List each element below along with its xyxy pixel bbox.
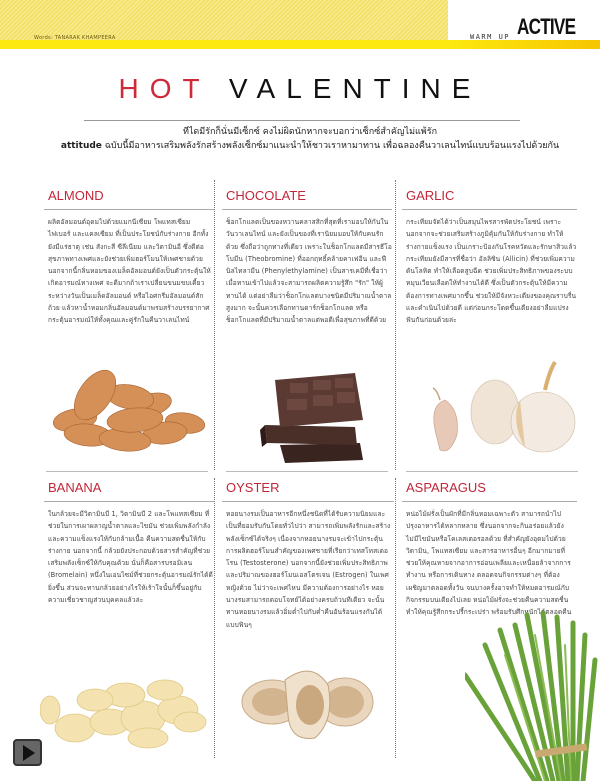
card-asparagus	[402, 479, 577, 619]
card-heading: OYSTER	[226, 480, 280, 495]
card-banana	[44, 479, 214, 606]
intro-line-2-text: ฉบับนี้มีอาหารเสริมพลังรักสร้างพลังเซ็กซ์มาแนะนำให้ชาวเราหามาทาน เพื่อฉลองคืนวาเลนไทน์แบบร้อนแรงไปด้วยกัน	[101, 141, 560, 151]
title-hot: HOT	[118, 73, 211, 104]
column-divider	[395, 180, 396, 470]
card-heading: ALMOND	[48, 188, 104, 203]
intro-line-1: ทีไดมีรักก็นั่นมีเซ็กซ์ คงไม่ผิดนักหากจะบอกว่าเซ็กซ์สำคัญไม่แพ้รัก	[182, 127, 438, 137]
heading-rule	[402, 501, 577, 502]
almonds-photo	[50, 365, 210, 460]
heading-rule	[402, 209, 577, 210]
card-body: หน่อไม้ฝรั่งเป็นผักที่มีกลิ่นหอมเฉพาะตัว สามารถนำไปปรุงอาหารได้หลากหลาย ซึ่งนอกจากจะกินอร่อยแล้วยังไม่มีไขมันหรือโคเลสเตอรอลด้วย ที่สำคัญยังอุดมไปด้วยวิตามิน, โพแทสเซียม และสารอาหารอื่นๆ อีกมากมายที่ช่วยให้คุณหายจากอาการอ่อนเพลียและเหนื่อยล้าจากการทำงาน หรือการเดินทาง ตลอดจนกิจกรรมต่างๆ ที่ต้องเผชิญมาตลอดทั้งวัน จนบางครั้งอาจทำให้หมดอารมณ์กับกิจกรรมบนเตียงไปเลย หน่อไม้ฝรั่งจะช่วยคืนความสดชื่น ทำให้คุณรู้สึกกระปรี้กระเปร่า พร้อมรับศึกหนักได้ตลอดคืน	[406, 510, 572, 617]
heading-rule	[44, 209, 214, 210]
card-heading: BANANA	[48, 480, 102, 495]
card-almond	[44, 187, 214, 327]
brand-name: attitude	[60, 141, 102, 151]
play-button[interactable]	[13, 739, 42, 766]
oysters-photo	[240, 660, 375, 745]
page-title	[0, 73, 600, 105]
column-divider	[214, 478, 215, 758]
chocolate-photo	[245, 365, 370, 465]
header-bar	[0, 0, 600, 50]
intro-text	[60, 125, 560, 153]
card-body: ในกล้วยจะมีวิตามินบี 1, วิตามินบี 2 และโพแทสเซียม ที่ช่วยในการเผาผลาญน้ำตาลและไขมัน ช่วยเพิ่มพลังกำลังและความแข็งแรงให้กับกล้ามเนื้อ คืนความสดชื่นให้กับร่างกาย นอกจากนี้ กล้วยยังประกอบด้วยสารสำคัญที่ช่วยเสริมพลังเซ็กซ์ให้กับคุณด้วย นั่นก็คือสารบรอมิเลน (Bromelain) หนึ่งในเอนไซม์ที่ช่วยกระตุ้นอารมณ์รักได้ดียิ่งขึ้น ส่วนจะทานกล้วยอย่างไรให้เร้าใจนั้นก็ขึ้นอยู่กับความเชี่ยวชาญส่วนบุคคลแล้วล่ะ	[48, 510, 213, 605]
header-yellow-band-right	[448, 40, 600, 49]
card-heading: CHOCOLATE	[226, 188, 306, 203]
column-divider	[395, 478, 396, 758]
play-icon	[23, 745, 35, 761]
card-body: ช็อกโกแลตเป็นของหวานคลาสสิกที่สุดที่เรามอบให้กันในวันวาเลนไทน์ และยังเป็นของที่เรานิยมมอบให้กับคนรักด้วย ซึ่งถือว่าถูกทางที่เดียว เพราะในช็อกโกแลตมีสารธีโอโบมีน (Theobromine) ที่ออกฤทธิ์คล้ายคาเฟอีน และฟีนิลไทลามีน (Phenylethylamine) เป็นสารเคมีที่เชื่อว่าเมื่อทานเข้าไปแล้วจะสามารถผลิตความรู้สึก "รัก" ให้ผู้ทานได้ แต่อย่าลืมว่าช็อกโกแลตบางชนิดมีปริมาณน้ำตาลสูงมาก จะนั้นควรเลือกทานดาร์กช็อกโกแลต หรือช็อกโกแลตที่มีปริมาณน้ำตาลแต่พอดีเพื่อสุขภาพที่ดีด้วย	[226, 218, 392, 325]
byline: Words: TANARAK KHAMPEERA	[34, 35, 116, 41]
asparagus-photo	[465, 605, 600, 781]
card-body: กระเทียมจัดได้ว่าเป็นสมุนไพรสารพัดประโยชน์ เพราะนอกจากจะช่วยเสริมสร้างภูมิคุ้มกันให้กับร่างกาย ทำให้ร่างกายแข็งแรง เป็นเกราะป้องกันโรคหวัดและรักษาสิวแล้ว กระเทียมยังมีสารที่ชื่อว่า อัลลิซิน (Allicin) ที่ช่วยเพิ่มความดันโลหิต ทำให้เลือดสูบฉีด ช่วยเพิ่มประสิทธิภาพของระบบหมุนเวียนเลือดให้ทำงานได้ดี ซึ่งเป็นตัวกระตุ้นให้มีความต้องการทางเพศมากขึ้น ช่วยให้มีจังหวะเตียงของคุณราบรื่น และดำเนินไปด้วยดี แต่ก่อนกระโดดขึ้นเตียงอย่าลืมแปรงฟันกันก่อนด้วยล่ะ	[406, 218, 577, 325]
header-stripe-pattern	[0, 0, 448, 40]
card-oyster	[222, 479, 394, 631]
intro-line-2	[60, 139, 560, 153]
banana-slices-photo	[40, 650, 210, 750]
heading-rule	[44, 501, 214, 502]
title-divider	[84, 120, 520, 121]
title-valentine: VALENTINE	[228, 73, 482, 104]
section-label: WARM UP	[470, 33, 511, 41]
heading-rule	[222, 209, 392, 210]
card-body: ผลิตอัลมอนด์อุดมไปด้วยแมกนีเซียม โพแทสเซียม ไฟเบอร์ และแคลเซียม ที่เป็นประโยชน์กับร่างกาย อีกทั้งยังมีแร่ธาตุ เช่น สังกะสี ซีลีเนียม และวิตามินอี ซึ่งดีต่อสุขภาพทางเพศและยังช่วยเพิ่มฮอร์โมนให้เพศชายด้วย นอกจากนี้กลิ่นหอมของเมล็ดอัลมอนด์ยังเป็นตัวกระตุ้นให้เกิดอารมณ์ทางเพศ จะดีมากถ้าเราเปลี่ยนขนมขบเคี้ยวระหว่างวันเป็นเมล็ดอัลมอนด์ หรือไอศกรีมอัลมอนด์สักถ้วย แล้วหาน้ำหอมกลิ่นอัลมอนด์มาพรมสร้างบรรยากาศกระตุ้นอารมณ์ให้ทั้งคุณและคู่รักในคืนวาเลนไทน์	[48, 218, 211, 325]
row-divider	[406, 471, 578, 472]
row-divider	[46, 471, 208, 472]
row-divider	[226, 471, 388, 472]
card-chocolate	[222, 187, 392, 327]
card-body: หอยนางรมเป็นอาหารอีกหนึ่งชนิดที่ได้รับความนิยมและเป็นที่ยอมรับกันโดยทั่วไปว่า สามารถเพิ่มพลังรักและสร้างพลังเซ็กซ์ได้จริงๆ เนื่องจากหอยนางรมจะเข้าไปกระตุ้นการผลิตฮอร์โมนสำคัญของเพศชายที่เรียกว่าเทสโทสเตอโรน (Testosterone) นอกจากนี้ยังช่วยเพิ่มประสิทธิภาพและปริมาณของฮอร์โมนเอสโตรเจน (Estrogen) ในเพศหญิงด้วย ไม่ว่าจะเพศไหน มีความต้องการอย่างไร หอยนางรมสามารถตอบโจทย์ได้อย่างครบถ้วนทีเดียว จะนั้นทานหอยนางรมแล้วอิ่มต่ำไปกับค่ำคืนอันร้อนแรงกันได้แบบฟินๆ	[226, 510, 391, 629]
category-label: ACTIVE	[517, 14, 576, 39]
card-heading: GARLIC	[406, 188, 455, 203]
card-heading: ASPARAGUS	[406, 480, 486, 495]
column-divider	[214, 180, 215, 470]
card-garlic	[402, 187, 577, 327]
garlic-photo	[415, 360, 580, 465]
heading-rule	[222, 501, 394, 502]
